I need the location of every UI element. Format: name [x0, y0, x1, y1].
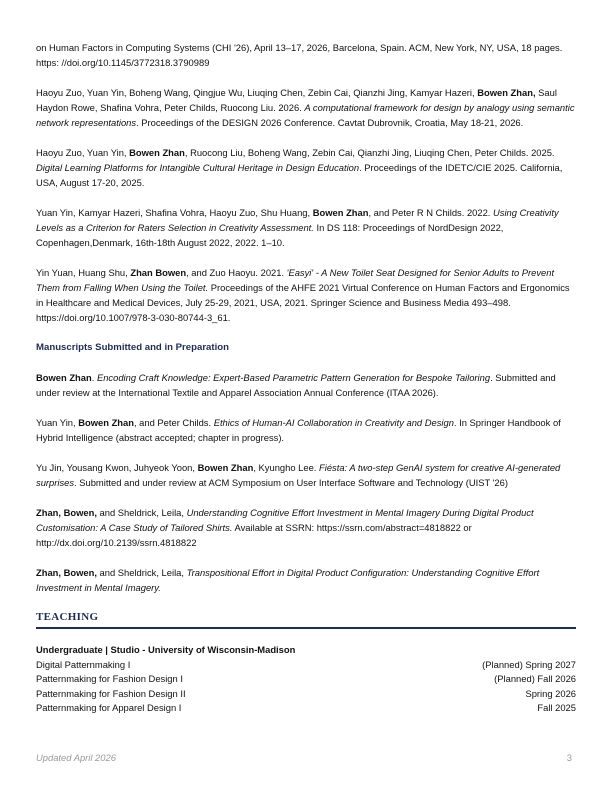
citation-entry — [36, 40, 576, 70]
course-name: Patternmaking for Fashion Design I — [36, 673, 183, 684]
citation-entry — [36, 145, 576, 190]
citation-text: Available at SSRN: https://ssrn.com/abstract=4818822 or http://dx.doi.org/10.2139/ssrn.4818822 — [36, 522, 472, 548]
manuscripts-heading: Manuscripts Submitted and in Preparation — [36, 342, 229, 353]
author-highlight: Bowen Zhan — [129, 147, 185, 158]
citation-text: . Submitted and under review at the International Textile and Apparel Association Annual Conference (ITAA 2026). — [36, 372, 556, 398]
citation-text: . In Springer Handbook of Hybrid Intelligence (abstract accepted; chapter in progress). — [36, 417, 561, 443]
citation-entry — [36, 370, 576, 400]
citation-text: , and Peter R N Childs. 2022. — [368, 207, 494, 218]
author-highlight: Bowen Zhan — [312, 207, 369, 218]
author-highlight: Bowen Zhan — [36, 372, 92, 383]
citation-text: . Proceedings of the DESIGN 2026 Conference. Cavtat Dubrovnik, Croatia, May 18-21, 2026. — [136, 117, 524, 128]
citation-text: on Human Factors in Computing Systems (CHI '26), April 13–17, 2026, Barcelona, Spain. ACM, New York, NY, USA, 18 pages. https: //doi.org/10.1145/3772318.3790989 — [36, 42, 563, 68]
citation-text: Yuan Yin, — [36, 417, 79, 428]
course-name: Patternmaking for Apparel Design I — [36, 702, 182, 713]
citation-text: and Sheldrick, Leila, — [96, 567, 187, 578]
citation-title: Encoding Craft Knowledge: Expert-Based Parametric Pattern Generation for Bespoke Tailoring — [96, 372, 491, 383]
author-highlight: Zhan, Bowen, — [36, 567, 97, 578]
citation-entry — [36, 505, 576, 550]
citation-title: Digital Learning Platforms for Intangible Cultural Heritage in Design Education — [36, 162, 360, 173]
citation-entry — [36, 460, 576, 490]
course-row — [36, 687, 576, 702]
citation-entry — [36, 85, 576, 130]
citation-text: , Kyungho Lee. — [253, 462, 320, 473]
course-row — [36, 658, 576, 673]
citation-entry — [36, 565, 576, 595]
citation-text: . — [91, 372, 97, 383]
citation-text: , Ruocong Liu, Boheng Wang, Zebin Cai, Qianzhi Jing, Liuqing Chen, Peter Childs. 2025. — [184, 147, 555, 158]
citation-title: Understanding Cognitive Effort Investment in Mental Imagery During Digital Product Customisation: A Case Study of Tailored Shirts. — [36, 507, 534, 533]
course-term: Spring 2026 — [525, 687, 576, 699]
manuscripts-list — [36, 370, 576, 595]
citation-text: Haoyu Zuo, Yuan Yin, — [36, 147, 130, 158]
citation-text: Yu Jin, Yousang Kwon, Juhyeok Yoon, — [36, 462, 198, 473]
author-highlight: Zhan, Bowen, — [36, 507, 97, 518]
citation-text: , and Peter Childs. — [133, 417, 214, 428]
citation-title: 'Easyi' - A New Toilet Seat Designed for Senior Adults to Prevent Them from Falling When Using the Toilet. — [36, 267, 555, 293]
teaching-section-title: TEACHING — [36, 610, 576, 629]
teaching-institution: Undergraduate | Studio - University of Wisconsin-Madison — [36, 644, 296, 655]
author-highlight: Zhan Bowen — [130, 267, 187, 278]
citation-text: Haoyu Zuo, Yuan Yin, Boheng Wang, Qingjue Wu, Liuqing Chen, Zebin Cai, Qianzhi Jing, Kamyar Hazeri, — [36, 87, 478, 98]
citation-text: In DS 118: Proceedings of NordDesign 2022, Copenhagen,Denmark, 16th-18th August 2022, 2022. 1–10. — [36, 222, 504, 248]
course-term: Fall 2025 — [537, 702, 576, 713]
citation-text: Yuan Yin, Kamyar Hazeri, Shafina Vohra, Haoyu Zuo, Shu Huang, — [36, 207, 313, 218]
citation-entry — [36, 265, 576, 325]
page-footer — [36, 752, 572, 763]
citation-title: Fiésta: A two-step GenAI system for creative AI-generated surprises — [36, 462, 561, 488]
citation-entry — [36, 205, 576, 250]
course-row — [36, 672, 576, 687]
citation-title: Transpositional Effort in Digital Product Configuration: Understanding Cognitive Effort Investment in Mental Imagery. — [36, 567, 540, 593]
citation-title: Using Creativity Levels as a Criterion for Raters Selection in Creativity Assessment. — [36, 207, 559, 233]
citation-text: Proceedings of the AHFE 2021 Virtual Conference on Human Factors and Ergonomics in Healthcare and Medical Devices, July 25-29, 2021, USA, 2021. Springer Science and Business Media 493–498. https://doi.org/10.1007/978-3-030-80744-3_61. — [36, 282, 570, 323]
author-highlight: Bowen Zhan — [78, 417, 134, 428]
cv-page — [36, 40, 576, 716]
citation-text: Yin Yuan, Huang Shu, — [36, 267, 131, 278]
publications-list — [36, 40, 576, 325]
page-number: 3 — [566, 752, 572, 763]
course-name: Patternmaking for Fashion Design II — [36, 687, 186, 699]
citation-text: and Sheldrick, Leila, — [96, 507, 187, 518]
course-term: (Planned) Spring 2027 — [482, 658, 576, 670]
citation-title: A computational framework for design by analogy using semantic network representations — [36, 102, 575, 128]
course-name: Digital Patternmaking I — [36, 658, 131, 670]
author-highlight: Bowen Zhan, — [477, 87, 536, 98]
citation-text: . Submitted and under review at ACM Symposium on User Interface Software and Technology (UIST '26) — [74, 477, 508, 488]
citation-title: Ethics of Human-AI Collaboration in Creativity and Design — [213, 417, 454, 428]
citation-text: , and Zuo Haoyu. 2021. — [186, 267, 287, 278]
course-term: (Planned) Fall 2026 — [494, 673, 576, 684]
course-list — [36, 658, 576, 716]
course-row — [36, 701, 576, 716]
teaching-block — [36, 643, 576, 716]
citation-entry — [36, 415, 576, 445]
author-highlight: Bowen Zhan — [197, 462, 254, 473]
citation-text: . Proceedings of the IDETC/CIE 2025. California, USA, August 17-20, 2025. — [36, 162, 563, 188]
updated-date: Updated April 2026 — [36, 752, 116, 763]
citation-text: Saul Haydon Rowe, Shafina Vohra, Peter Childs, Ruocong Liu. 2026. — [36, 87, 557, 113]
